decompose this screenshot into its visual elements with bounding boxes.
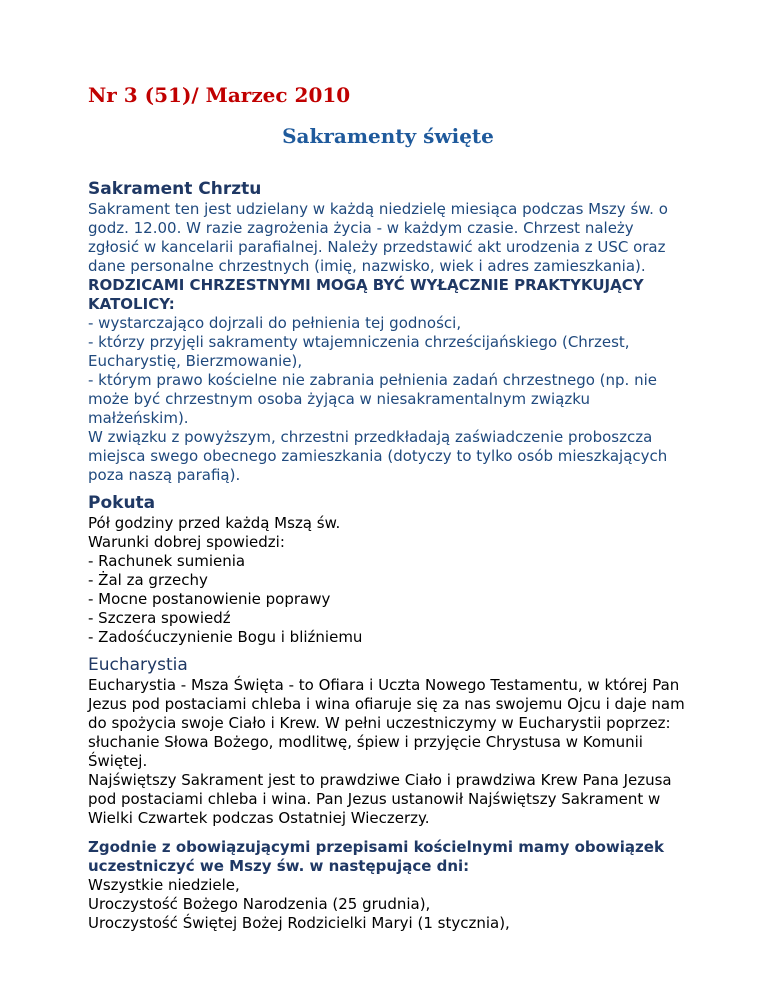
pokuta-line: - Zadośćuczynienie Bogu i bliźniemu [88, 628, 363, 646]
chrzest-intro: Sakrament ten jest udzielany w każdą niedzielę miesiąca podczas Mszy św. o godz. 12.00. W razie zagrożenia życia - w każdym czasie. Chrzest należy zgłosić w kancelarii parafialnej. Należy przedstawić akt urodzenia z USC oraz dane personalne chrzestnych (imię, nazwisko, wiek i adres zamieszkania). [88, 200, 668, 275]
chrzest-item: - którym prawo kościelne nie zabrania pełnienia zadań chrzestnego (np. nie może być chrzestnym osoba żyjąca w niesakramentalnym związku małżeńskim). [88, 371, 657, 427]
chrzest-item: - którzy przyjęli sakramenty wtajemniczenia chrześcijańskiego (Chrzest, Eucharystię, Bierzmowanie), [88, 333, 630, 370]
eucharystia-para-2: Najświętszy Sakrament jest to prawdziwe Ciało i prawdziwa Krew Pana Jezusa pod postaciami chleba i wina. Pan Jezus ustanowił Najświętszy Sakrament w Wielki Czwartek podczas Ostatniej Wieczerzy. [88, 771, 672, 827]
chrzest-requirements-heading: RODZICAMI CHRZESTNYMI MOGĄ BYĆ WYŁĄCZNIE PRAKTYKUJĄCY KATOLICY: [88, 276, 644, 313]
pokuta-line: Pół godziny przed każdą Mszą św. [88, 514, 341, 532]
content [88, 179, 688, 933]
pokuta-line: - Rachunek sumienia [88, 552, 246, 570]
eucharystia-para-1: Eucharystia - Msza Święta - to Ofiara i Uczta Nowego Testamentu, w której Pan Jezus pod postaciami chleba i wina ofiaruje się za nas swojemu Ojcu i daje nam do spożycia swoje Ciało i Krew. W pełni uczestniczymy w Eucharystii poprzez: słuchanie Słowa Bożego, modlitwę, śpiew i przyjęcie Chrystusa w Komunii Świętej. [88, 676, 685, 770]
heading-pokuta: Pokuta [88, 493, 156, 513]
obowiazek-line: Uroczystość Bożego Narodzenia (25 grudnia), [88, 895, 431, 913]
pokuta-line: - Mocne postanowienie poprawy [88, 590, 331, 608]
chrzest-closing: W związku z powyższym, chrzestni przedkładają zaświadczenie proboszcza miejsca swego obecnego zamieszkania (dotyczy to tylko osób mieszkających poza naszą parafią). [88, 428, 668, 484]
issue-number: Nr 3 (51)/ Marzec 2010 [88, 83, 351, 107]
pokuta-line: Warunki dobrej spowiedzi: [88, 533, 285, 551]
pokuta-line: - Szczera spowiedź [88, 609, 231, 627]
page-title: Sakramenty święte [282, 124, 494, 148]
section-chrzest [88, 179, 688, 485]
obowiazek-line: Wszystkie niedziele, [88, 876, 240, 894]
section-obowiazek [88, 838, 688, 933]
section-eucharystia [88, 655, 688, 828]
heading-obowiazek: Zgodnie z obowiązującymi przepisami kościelnymi mamy obowiązek uczestniczyć we Mszy św. w następujące dni: [88, 838, 664, 875]
heading-eucharystia: Eucharystia [88, 655, 188, 675]
pokuta-line: - Żal za grzechy [88, 571, 208, 589]
chrzest-item: - wystarczająco dojrzali do pełnienia tej godności, [88, 314, 462, 332]
obowiazek-line: Uroczystość Świętej Bożej Rodzicielki Maryi (1 stycznia), [88, 914, 510, 932]
section-pokuta [88, 493, 688, 647]
heading-chrzest: Sakrament Chrztu [88, 179, 262, 199]
